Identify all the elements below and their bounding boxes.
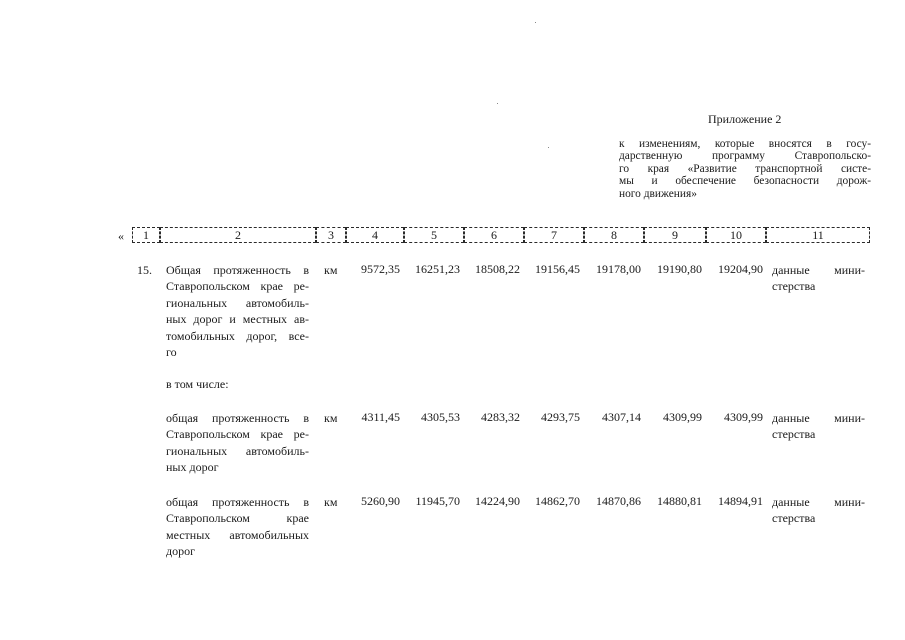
header-cell: 8 bbox=[584, 227, 644, 243]
row-name-line: Ставропольском крае bbox=[166, 511, 309, 526]
header-cell: 2 bbox=[160, 227, 316, 243]
row-name-line: ных дорог и местных ав- bbox=[166, 312, 309, 327]
subtitle-line: ного движения» bbox=[619, 187, 697, 200]
source-line: стерства bbox=[772, 427, 816, 442]
value-cell: 4309,99 bbox=[663, 410, 702, 424]
header-cell: 1 bbox=[132, 227, 160, 243]
row-name-line: томобильных дорог, все- bbox=[166, 328, 309, 343]
unit-cell: км bbox=[324, 263, 338, 277]
row-name-line: Общая протяженность в bbox=[166, 263, 309, 277]
source-cell bbox=[772, 494, 865, 527]
appendix-title: Приложение 2 bbox=[708, 112, 782, 126]
value-cell: 5260,90 bbox=[361, 494, 400, 508]
value-cell: 4311,45 bbox=[361, 410, 400, 424]
value-cell: 19156,45 bbox=[535, 262, 580, 276]
subtitle-line: мы и обеспечение безопасности дорож- bbox=[619, 175, 871, 188]
header-cell: 5 bbox=[404, 227, 464, 243]
source-line: стерства bbox=[772, 279, 816, 294]
row-name-line: Ставропольском крае ре- bbox=[166, 427, 309, 442]
value-cell: 19204,90 bbox=[718, 262, 763, 276]
value-cell: 4305,53 bbox=[421, 410, 460, 424]
unit-cell: км bbox=[324, 495, 338, 509]
source-line: данные мини- bbox=[772, 263, 865, 277]
row-name-line: дорог bbox=[166, 544, 196, 559]
row-name bbox=[166, 494, 309, 560]
value-cell: 18508,22 bbox=[475, 262, 520, 276]
row-name-line: гиональных автомобиль- bbox=[166, 295, 309, 310]
row-name-line: общая протяженность в bbox=[166, 411, 309, 425]
header-cell: 7 bbox=[524, 227, 584, 243]
value-cell: 14894,91 bbox=[718, 494, 763, 508]
appendix-subtitle bbox=[619, 138, 871, 200]
scan-speck bbox=[548, 147, 549, 148]
row-name bbox=[166, 262, 309, 360]
subtitle-line: го края «Развитие транспортной систе- bbox=[619, 162, 871, 175]
source-cell bbox=[772, 262, 865, 295]
row-name bbox=[166, 410, 309, 476]
value-cell: 14224,90 bbox=[475, 494, 520, 508]
scan-speck bbox=[497, 103, 498, 104]
header-cell: 11 bbox=[766, 227, 870, 243]
header-cell: 10 bbox=[706, 227, 766, 243]
row-name-line: гиональных автомобиль- bbox=[166, 443, 309, 458]
row-name-line: общая протяженность в bbox=[166, 495, 309, 509]
header-cell: 6 bbox=[464, 227, 524, 243]
subtitle-line: дарственную программу Ставропольско- bbox=[619, 150, 871, 163]
value-cell: 4293,75 bbox=[541, 410, 580, 424]
value-cell: 16251,23 bbox=[415, 262, 460, 276]
value-cell: 19178,00 bbox=[596, 262, 641, 276]
header-cell: 9 bbox=[644, 227, 706, 243]
value-cell: 14870,86 bbox=[596, 494, 641, 508]
header-cell: 3 bbox=[316, 227, 346, 243]
header-cell: 4 bbox=[346, 227, 404, 243]
open-quote: « bbox=[118, 229, 124, 243]
row-name-line: го bbox=[166, 345, 177, 360]
value-cell: 11945,70 bbox=[415, 494, 460, 508]
source-line: данные мини- bbox=[772, 495, 865, 509]
source-cell bbox=[772, 410, 865, 443]
value-cell: 14862,70 bbox=[535, 494, 580, 508]
value-cell: 4283,32 bbox=[481, 410, 520, 424]
including-note: в том числе: bbox=[166, 377, 229, 391]
value-cell: 9572,35 bbox=[361, 262, 400, 276]
value-cell: 19190,80 bbox=[657, 262, 702, 276]
subtitle-line: к изменениям, которые вносятся в госу- bbox=[619, 138, 871, 150]
row-number: 15. bbox=[137, 263, 152, 277]
unit-cell: км bbox=[324, 411, 338, 425]
scan-speck bbox=[535, 22, 536, 23]
row-name-line: местных автомобильных bbox=[166, 527, 309, 542]
row-name-line: ных дорог bbox=[166, 460, 219, 475]
source-line: данные мини- bbox=[772, 411, 865, 425]
value-cell: 4307,14 bbox=[602, 410, 641, 424]
row-name-line: Ставропольском крае ре- bbox=[166, 279, 309, 294]
value-cell: 14880,81 bbox=[657, 494, 702, 508]
source-line: стерства bbox=[772, 511, 816, 526]
value-cell: 4309,99 bbox=[724, 410, 763, 424]
